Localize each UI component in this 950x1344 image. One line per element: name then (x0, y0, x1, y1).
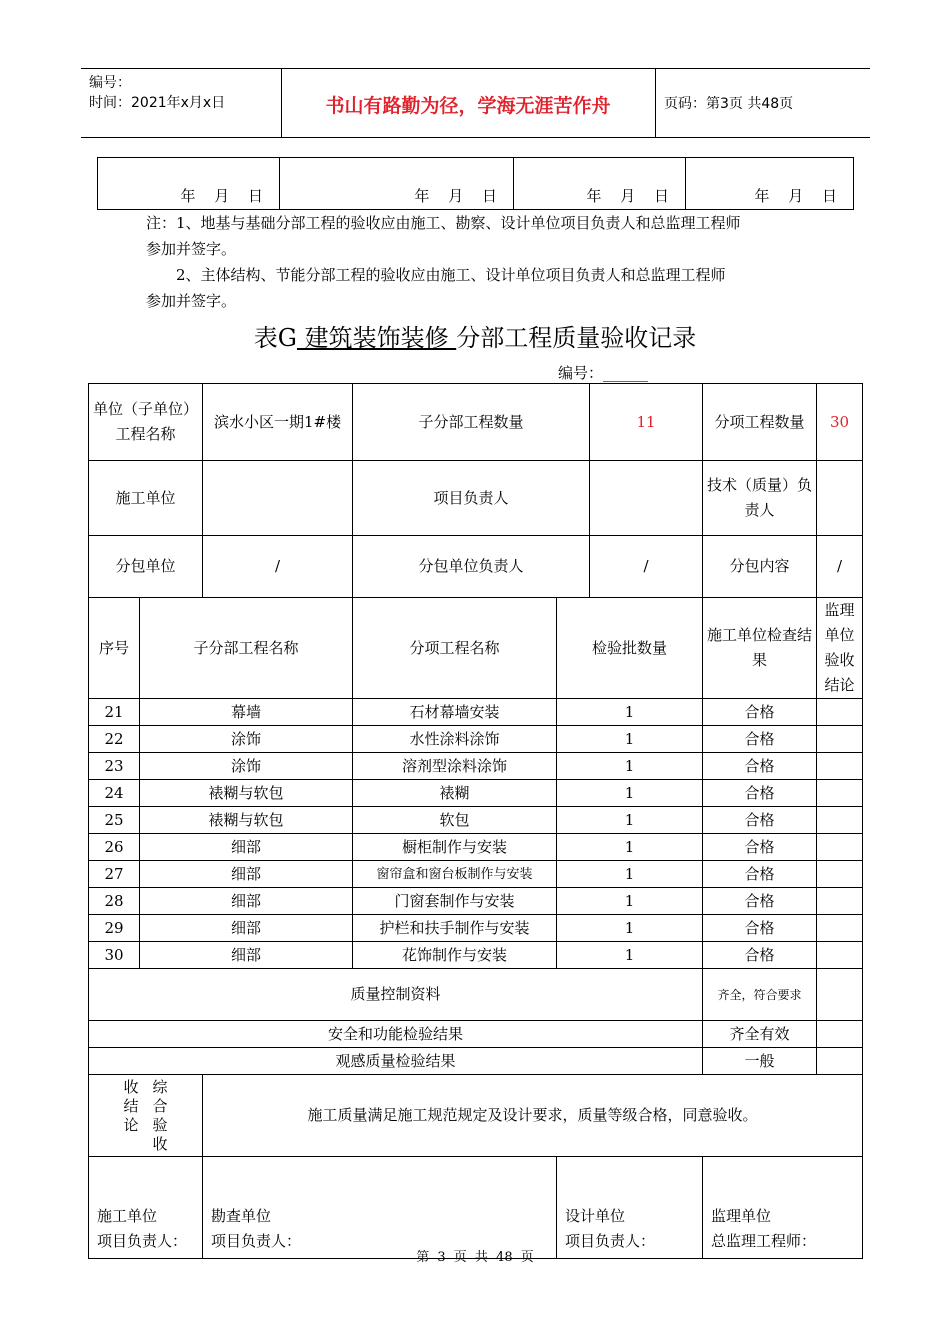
table-row (89, 699, 863, 726)
header-motto: 书山有路勤为径，学海无涯苦作舟 (325, 95, 611, 117)
contractor-result: 合格 (703, 915, 817, 942)
signature-unit: 设计单位 (565, 1207, 626, 1225)
acceptance-label (89, 1075, 203, 1157)
signature-unit: 监理单位 (711, 1207, 772, 1225)
supervisor-conclusion (817, 861, 863, 888)
column-header: 分项工程名称 (353, 598, 557, 699)
info-row (89, 461, 863, 536)
acceptance-table (88, 383, 863, 1259)
batch-count: 1 (557, 780, 703, 807)
signature-person: 总监理工程师： (711, 1232, 817, 1250)
table-row (89, 726, 863, 753)
sub-division-name: 裱糊与软包 (140, 780, 353, 807)
note-line: 参加并签字。 (146, 240, 237, 258)
item-name: 门窗套制作与安装 (353, 888, 557, 915)
info-row (89, 384, 863, 461)
supervisor-conclusion (817, 726, 863, 753)
summary-label: 观感质量检验结果 (89, 1048, 703, 1075)
summary-conclusion (817, 969, 863, 1021)
item-count-value: 30 (817, 384, 863, 461)
summary-result: 齐全有效 (703, 1021, 817, 1048)
signature-unit: 施工单位 (97, 1207, 158, 1225)
form-code: 编号：______ (558, 364, 649, 382)
note-line: 参加并签字。 (146, 292, 237, 310)
sub-count-value: 11 (590, 384, 703, 461)
item-name: 花饰制作与安装 (353, 942, 557, 969)
contractor-result: 合格 (703, 888, 817, 915)
sub-division-name: 细部 (140, 915, 353, 942)
contractor-result: 合格 (703, 780, 817, 807)
contractor-result: 合格 (703, 834, 817, 861)
item-name: 护栏和扶手制作与安装 (353, 915, 557, 942)
batch-count: 1 (557, 942, 703, 969)
item-name: 橱柜制作与安装 (353, 834, 557, 861)
supervisor-conclusion (817, 834, 863, 861)
sub-division-name: 细部 (140, 834, 353, 861)
supervisor-conclusion (817, 699, 863, 726)
tech-value (817, 461, 863, 536)
sub-content-label: 分包内容 (703, 536, 817, 598)
summary-label: 质量控制资料 (89, 969, 703, 1021)
sub-unit-label: 分包单位 (89, 536, 203, 598)
header-code: 编号： (89, 75, 131, 91)
signature-person: 项目负责人： (565, 1232, 656, 1250)
note-line: 注：1、地基与基础分部工程的验收应由施工、勘察、设计单位项目负责人和总监理工程师 (146, 214, 741, 232)
date-text: 年 月 日 (754, 187, 839, 205)
contractor-result: 合格 (703, 942, 817, 969)
acceptance-label-col: 收结论 (123, 1077, 139, 1134)
title-suffix: 分部工程质量验收记录 (456, 324, 697, 352)
table-row (89, 915, 863, 942)
column-header-row (89, 598, 863, 699)
contractor-result: 合格 (703, 699, 817, 726)
signature-cell (89, 1157, 203, 1259)
sub-division-name: 涂饰 (140, 753, 353, 780)
column-header: 检验批数量 (557, 598, 703, 699)
summary-conclusion (817, 1021, 863, 1048)
sub-content-value: / (817, 536, 863, 598)
signature-date-strip (97, 157, 854, 210)
summary-row (89, 1021, 863, 1048)
signature-cell (557, 1157, 703, 1259)
supervisor-conclusion (817, 753, 863, 780)
batch-count: 1 (557, 807, 703, 834)
row-number: 27 (89, 861, 140, 888)
item-rows (89, 699, 863, 969)
row-number: 30 (89, 942, 140, 969)
pm-value (590, 461, 703, 536)
date-text: 年 月 日 (180, 187, 265, 205)
supervisor-conclusion (817, 807, 863, 834)
item-name: 水性涂料涂饰 (353, 726, 557, 753)
header-time: 时间：2021年x月x日 (89, 95, 226, 111)
table-row (89, 834, 863, 861)
tech-label: 技术（质量）负责人 (703, 461, 817, 536)
summary-row (89, 1048, 863, 1075)
summary-result: 一般 (703, 1048, 817, 1075)
date-cell (513, 158, 685, 209)
column-header: 子分部工程名称 (140, 598, 353, 699)
sub-unit-pm-label: 分包单位负责人 (353, 536, 590, 598)
batch-count: 1 (557, 726, 703, 753)
date-cell (98, 158, 279, 209)
contractor-result: 合格 (703, 807, 817, 834)
item-name: 窗帘盒和窗台板制作与安装 (353, 861, 557, 888)
date-cell (279, 158, 513, 209)
item-count-label: 分项工程数量 (703, 384, 817, 461)
contractor-result: 合格 (703, 861, 817, 888)
signature-cell (203, 1157, 557, 1259)
header-meta (89, 73, 225, 113)
unit-name-label: 单位（子单位）工程名称 (89, 384, 203, 461)
header-page-info: 页码：第3页 共48页 (664, 96, 794, 112)
contractor-result: 合格 (703, 753, 817, 780)
page-header (81, 68, 870, 138)
table-row (89, 780, 863, 807)
row-number: 22 (89, 726, 140, 753)
summary-label: 安全和功能检验结果 (89, 1021, 703, 1048)
note-line: 2、主体结构、节能分部工程的验收应由施工、设计单位项目负责人和总监理工程师 (176, 266, 726, 284)
table-row (89, 861, 863, 888)
sub-division-name: 细部 (140, 861, 353, 888)
batch-count: 1 (557, 834, 703, 861)
sub-division-name: 幕墙 (140, 699, 353, 726)
batch-count: 1 (557, 861, 703, 888)
item-name: 软包 (353, 807, 557, 834)
column-header: 序号 (89, 598, 140, 699)
unit-name-value: 滨水小区一期1#楼 (203, 384, 353, 461)
info-row (89, 536, 863, 598)
row-number: 29 (89, 915, 140, 942)
date-text: 年 月 日 (586, 187, 671, 205)
batch-count: 1 (557, 915, 703, 942)
table-row (89, 753, 863, 780)
item-name: 溶剂型涂料涂饰 (353, 753, 557, 780)
item-name: 裱糊 (353, 780, 557, 807)
summary-conclusion (817, 1048, 863, 1075)
summary-row (89, 969, 863, 1021)
table-row (89, 807, 863, 834)
summary-result: 齐全，符合要求 (703, 969, 817, 1021)
sub-division-name: 细部 (140, 942, 353, 969)
contractor-result: 合格 (703, 726, 817, 753)
title-prefix: 表G (253, 324, 297, 352)
item-name: 石材幕墙安装 (353, 699, 557, 726)
batch-count: 1 (557, 888, 703, 915)
supervisor-conclusion (817, 888, 863, 915)
title-project: 建筑装饰装修 (296, 324, 457, 352)
column-header: 施工单位检查结果 (703, 598, 817, 699)
row-number: 23 (89, 753, 140, 780)
contractor-value (203, 461, 353, 536)
page-footer: 第 3 页 共 48 页 (416, 1250, 534, 1265)
supervisor-conclusion (817, 942, 863, 969)
pm-label: 项目负责人 (353, 461, 590, 536)
batch-count: 1 (557, 753, 703, 780)
batch-count: 1 (557, 699, 703, 726)
sub-count-label: 子分部工程数量 (353, 384, 590, 461)
row-number: 25 (89, 807, 140, 834)
form-title (0, 318, 950, 353)
sub-division-name: 裱糊与软包 (140, 807, 353, 834)
table-row (89, 888, 863, 915)
date-cell (685, 158, 853, 209)
acceptance-text: 施工质量满足施工规范规定及设计要求，质量等级合格，同意验收。 (203, 1075, 863, 1157)
row-number: 26 (89, 834, 140, 861)
row-number: 24 (89, 780, 140, 807)
supervisor-conclusion (817, 915, 863, 942)
column-header: 监理单位验收结论 (817, 598, 863, 699)
contractor-label: 施工单位 (89, 461, 203, 536)
sub-division-name: 涂饰 (140, 726, 353, 753)
header-divider (655, 69, 656, 137)
signature-row (89, 1157, 863, 1259)
sub-division-name: 细部 (140, 888, 353, 915)
date-text: 年 月 日 (414, 187, 499, 205)
signature-person: 项目负责人： (97, 1232, 188, 1250)
sub-unit-pm-value: / (590, 536, 703, 598)
acceptance-label-col: 综合验收 (152, 1077, 168, 1153)
signature-cell (703, 1157, 863, 1259)
row-number: 21 (89, 699, 140, 726)
signature-person: 项目负责人： (211, 1232, 302, 1250)
table-row (89, 942, 863, 969)
sub-unit-value: / (203, 536, 353, 598)
row-number: 28 (89, 888, 140, 915)
signature-unit: 勘查单位 (211, 1207, 272, 1225)
supervisor-conclusion (817, 780, 863, 807)
acceptance-row (89, 1075, 863, 1157)
